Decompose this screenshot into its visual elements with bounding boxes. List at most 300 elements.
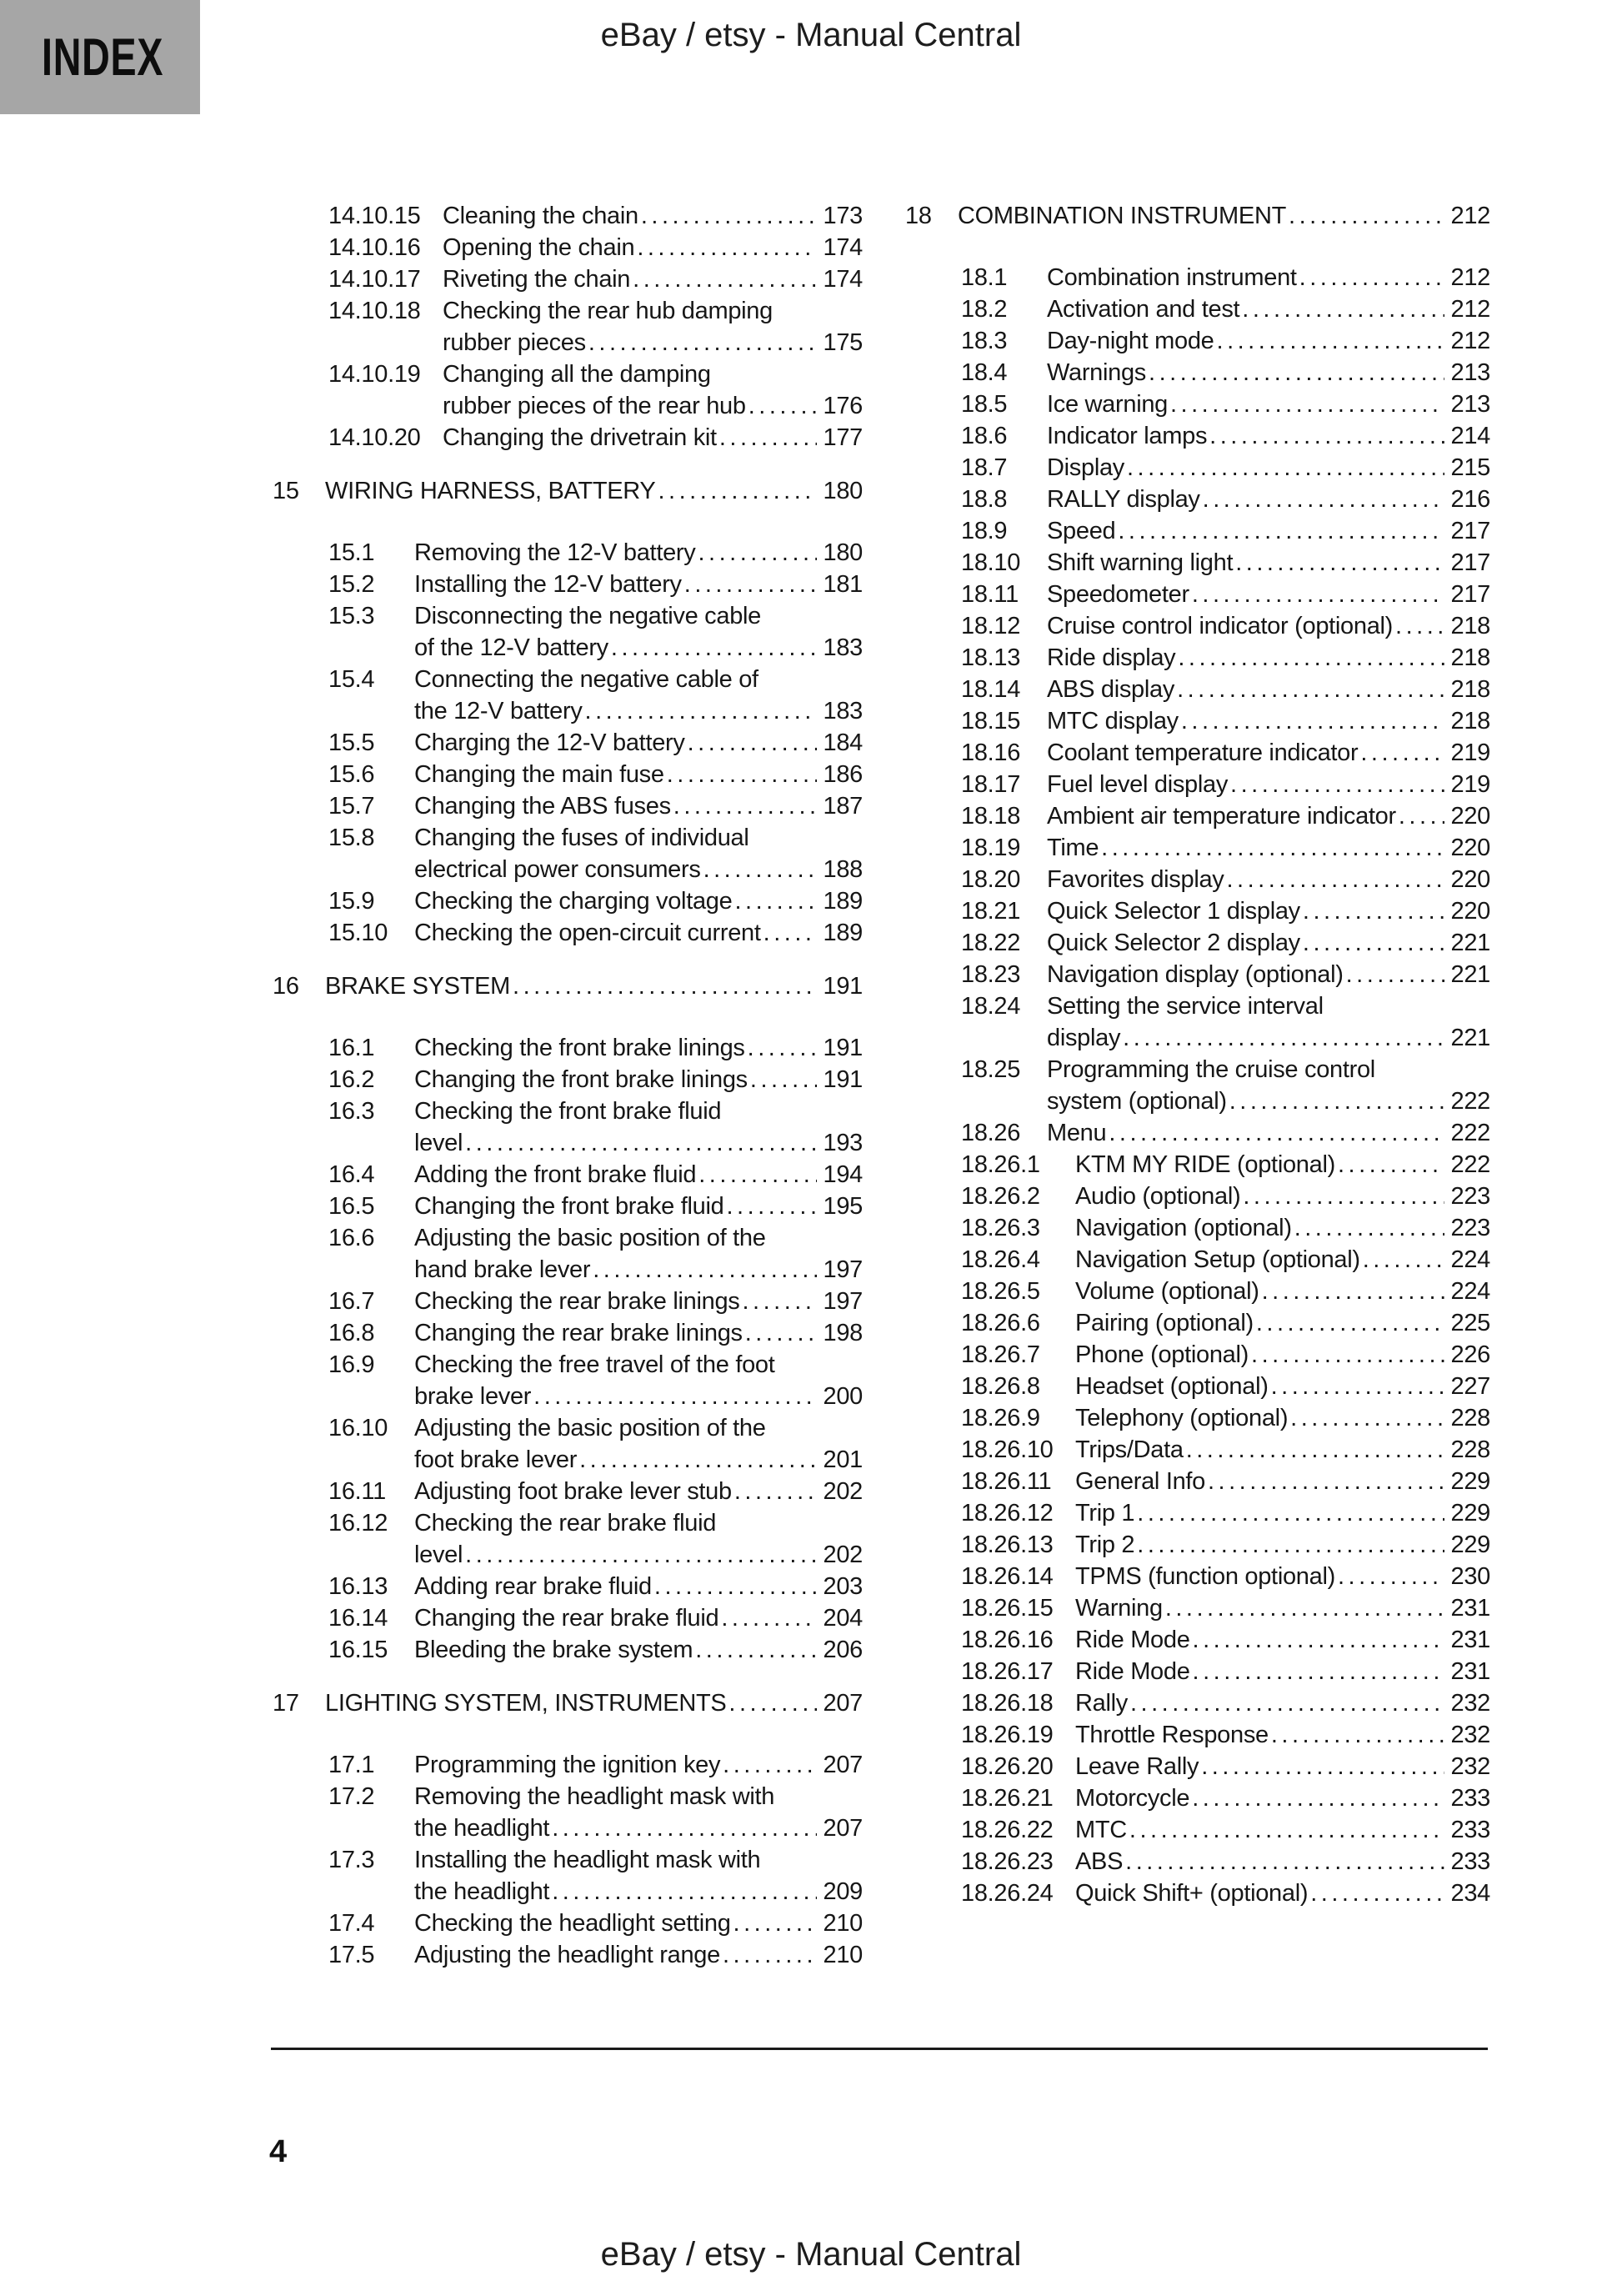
toc-entry-15.10 <box>273 917 863 949</box>
toc-entry-18.26.6 <box>905 1307 1490 1339</box>
toc-entry-last-line <box>443 200 863 232</box>
toc-entry-number: 15.2 <box>328 571 375 598</box>
toc-entry-content <box>1047 800 1490 832</box>
toc-entry-title: Leave Rally <box>1075 1753 1199 1780</box>
toc-entry-title: Adjusting foot brake lever stub <box>414 1478 732 1505</box>
leader-dots <box>1243 1181 1444 1212</box>
toc-entry-last-line <box>1047 674 1490 705</box>
toc-entry-content <box>414 1095 863 1159</box>
toc-entry-content <box>1047 832 1490 864</box>
toc-entry-page: 218 <box>1450 708 1490 734</box>
leader-dots <box>465 1539 816 1571</box>
toc-entry-number: 17.2 <box>328 1783 375 1810</box>
toc-entry-number: 18.26.24 <box>961 1880 1054 1907</box>
toc-entry-title: level <box>414 1542 463 1568</box>
toc-entry-title: Quick Shift+ (optional) <box>1075 1880 1309 1907</box>
toc-entry-number: 18.25 <box>961 1056 1021 1083</box>
toc-entry-content <box>1075 1846 1490 1877</box>
toc-entry-number: 15.8 <box>328 825 375 851</box>
toc-entry-title-line: Adjusting the basic position of the <box>414 1415 766 1441</box>
toc-entry-18.26.14 <box>905 1561 1490 1592</box>
toc-entry-15.3 <box>273 600 863 664</box>
toc-entry-last-line <box>1075 1149 1490 1181</box>
toc-entry-18.3 <box>905 325 1490 357</box>
toc-entry-last-line <box>414 537 863 569</box>
toc-entry-page: 213 <box>1450 359 1490 386</box>
toc-entry-page: 223 <box>1450 1215 1490 1241</box>
toc-entry-title: display <box>1047 1025 1121 1051</box>
toc-entry-page: 174 <box>823 234 863 261</box>
toc-entry-16.6 <box>273 1222 863 1286</box>
toc-entry-last-line <box>1075 1212 1490 1244</box>
toc-entry-last-line <box>414 1939 863 1971</box>
toc-entry-title: Shift warning light <box>1047 549 1234 576</box>
toc-entry-page: 232 <box>1450 1753 1490 1780</box>
toc-entry-page: 195 <box>823 1193 863 1220</box>
header-title: eBay / etsy - Manual Central <box>600 17 1022 53</box>
toc-entry-last-line <box>414 569 863 600</box>
toc-entry-18.26.2 <box>905 1181 1490 1212</box>
toc-entry-page: 216 <box>1450 486 1490 513</box>
toc-entry-last-line <box>958 200 1490 232</box>
toc-entry-content <box>1075 1181 1490 1212</box>
toc-entry-number: 18.23 <box>961 961 1021 988</box>
toc-entry-page: 232 <box>1450 1690 1490 1717</box>
toc-entry-title: Fuel level display <box>1047 771 1229 798</box>
toc-entry-16.9 <box>273 1349 863 1412</box>
leader-dots <box>1227 864 1444 895</box>
toc-entry-last-line <box>1075 1751 1490 1782</box>
toc-entry-last-line <box>414 1876 863 1907</box>
toc-entry-title: Changing the front brake linings <box>414 1066 748 1093</box>
toc-entry-page: 207 <box>823 1815 863 1842</box>
toc-entry-title: Quick Selector 1 display <box>1047 898 1300 925</box>
toc-entry-content <box>1075 1307 1490 1339</box>
toc-entry-page: 220 <box>1450 835 1490 861</box>
toc-entry-number: 18.7 <box>961 454 1008 481</box>
toc-entry-18.26.15 <box>905 1592 1490 1624</box>
toc-entry-content <box>1047 579 1490 610</box>
toc-entry-page: 220 <box>1450 866 1490 893</box>
toc-entry-16.8 <box>273 1317 863 1349</box>
toc-entry-title: Day-night mode <box>1047 328 1214 354</box>
toc-entry-number: 16.1 <box>328 1035 375 1061</box>
toc-entry-content <box>1047 325 1490 357</box>
leader-dots <box>1299 262 1444 293</box>
toc-entry-number: 16.15 <box>328 1637 388 1663</box>
toc-entry-content <box>443 358 863 422</box>
toc-entry-page: 183 <box>823 634 863 661</box>
toc-entry-content <box>1047 674 1490 705</box>
toc-entry-content <box>1047 484 1490 515</box>
toc-entry-number: 18.26.2 <box>961 1183 1040 1210</box>
toc-entry-title: Speed <box>1047 518 1116 544</box>
leader-dots <box>1193 1624 1444 1656</box>
toc-entry-18.26.10 <box>905 1434 1490 1466</box>
leader-dots <box>673 790 817 822</box>
toc-entry-last-line <box>414 917 863 949</box>
toc-entry-page: 204 <box>823 1605 863 1632</box>
toc-entry-number: 18 <box>905 203 932 229</box>
toc-entry-content <box>1075 1339 1490 1371</box>
toc-entry-number: 15.7 <box>328 793 375 820</box>
toc-entry-page: 217 <box>1450 518 1490 544</box>
leader-dots <box>1192 579 1444 610</box>
toc-entry-content <box>1075 1687 1490 1719</box>
toc-entry-last-line <box>1075 1181 1490 1212</box>
toc-entry-number: 18.20 <box>961 866 1021 893</box>
toc-entry-18.5 <box>905 389 1490 420</box>
leader-dots <box>552 1876 816 1907</box>
toc-entry-last-line <box>1047 927 1490 959</box>
leader-dots <box>1181 705 1444 737</box>
toc-entry-page: 226 <box>1450 1341 1490 1368</box>
toc-entry-page: 191 <box>823 1035 863 1061</box>
toc-entry-title-line: Checking the front brake fluid <box>414 1098 722 1125</box>
toc-entry-18.19 <box>905 832 1490 864</box>
toc-column-right <box>905 200 1490 1909</box>
toc-entry-content <box>1075 1149 1490 1181</box>
leader-dots <box>745 1317 817 1349</box>
toc-entry-content <box>1075 1656 1490 1687</box>
leader-dots <box>1217 325 1444 357</box>
toc-entry-content <box>1047 737 1490 769</box>
toc-entry-last-line <box>414 1634 863 1666</box>
toc-entry-number: 18.11 <box>961 581 1019 608</box>
toc-entry-title: Indicator lamps <box>1047 423 1208 449</box>
toc-entry-content <box>1075 1466 1490 1497</box>
toc-entry-title: Telephony (optional) <box>1075 1405 1289 1431</box>
leader-dots <box>1186 1434 1444 1466</box>
toc-entry-page: 212 <box>1450 264 1490 291</box>
toc-entry-title-line: Checking the rear hub damping <box>443 298 773 324</box>
toc-entry-content <box>1047 705 1490 737</box>
toc-entry-content <box>414 1317 863 1349</box>
toc-entry-page: 233 <box>1450 1848 1490 1875</box>
leader-dots <box>533 1381 816 1412</box>
toc-entry-title: BRAKE SYSTEM <box>325 973 511 1000</box>
toc-entry-page: 224 <box>1450 1246 1490 1273</box>
toc-entry-last-line <box>414 1571 863 1602</box>
leader-dots <box>748 390 817 422</box>
toc-entry-title: the headlight <box>414 1878 550 1905</box>
toc-entry-content <box>1075 1624 1490 1656</box>
toc-entry-title: Charging the 12-V battery <box>414 729 685 756</box>
toc-entry-content <box>1047 389 1490 420</box>
toc-entry-18.26 <box>905 1117 1490 1149</box>
toc-entry-title: COMBINATION INSTRUMENT <box>958 203 1287 229</box>
leader-dots <box>1101 832 1444 864</box>
toc-entry-16.3 <box>273 1095 863 1159</box>
toc-entry-page: 177 <box>823 424 863 451</box>
toc-entry-last-line <box>1047 262 1490 293</box>
toc-entry-last-line <box>1047 293 1490 325</box>
toc-entry-last-line <box>414 854 863 885</box>
toc-entry-content <box>1075 1751 1490 1782</box>
toc-entry-number: 14.10.16 <box>328 234 421 261</box>
toc-entry-content <box>1047 895 1490 927</box>
leader-dots <box>579 1444 816 1476</box>
toc-entry-16.14 <box>273 1602 863 1634</box>
toc-entry-page: 191 <box>823 1066 863 1093</box>
leader-dots <box>1170 389 1444 420</box>
toc-entry-content <box>414 822 863 885</box>
toc-entry-number: 18.26.5 <box>961 1278 1040 1305</box>
toc-entry-title: Checking the charging voltage <box>414 888 733 915</box>
toc-entry-page: 222 <box>1450 1088 1490 1115</box>
toc-entry-number: 15.1 <box>328 539 375 566</box>
leader-dots <box>721 1602 816 1634</box>
toc-entry-title: level <box>414 1130 463 1156</box>
toc-entry-content <box>443 263 863 295</box>
toc-entry-content <box>1047 864 1490 895</box>
toc-entry-page: 198 <box>823 1320 863 1346</box>
toc-entry-content <box>1075 1371 1490 1402</box>
toc-entry-content <box>414 600 863 664</box>
toc-entry-content <box>1075 1244 1490 1276</box>
toc-entry-16.4 <box>273 1159 863 1191</box>
toc-entry-number: 18.26.4 <box>961 1246 1040 1273</box>
toc-entry-content <box>1047 959 1490 990</box>
toc-entry-title: Headset (optional) <box>1075 1373 1269 1400</box>
toc-entry-last-line <box>1047 547 1490 579</box>
toc-entry-page: 228 <box>1450 1405 1490 1431</box>
toc-entry-content <box>1075 1212 1490 1244</box>
toc-entry-title: Favorites display <box>1047 866 1224 893</box>
toc-entry-page: 229 <box>1450 1468 1490 1495</box>
toc-entry-title: Phone (optional) <box>1075 1341 1249 1368</box>
toc-entry-number: 18.1 <box>961 264 1008 291</box>
toc-entry-title: Quick Selector 2 display <box>1047 930 1300 956</box>
toc-entry-title: Navigation display (optional) <box>1047 961 1344 988</box>
toc-entry-title: Changing the ABS fuses <box>414 793 671 820</box>
toc-entry-16.2 <box>273 1064 863 1095</box>
footer-title: eBay / etsy - Manual Central <box>600 2236 1022 2273</box>
toc-entry-last-line <box>414 1254 863 1286</box>
toc-entry-16.5 <box>273 1191 863 1222</box>
toc-entry-page: 233 <box>1450 1817 1490 1843</box>
toc-entry-page: 230 <box>1450 1563 1490 1590</box>
toc-entry-page: 200 <box>823 1383 863 1410</box>
toc-entry-15.7 <box>273 790 863 822</box>
leader-dots <box>1271 1719 1444 1751</box>
toc-entry-last-line <box>443 327 863 358</box>
leader-dots <box>1360 737 1444 769</box>
toc-entry-title: MTC <box>1075 1817 1127 1843</box>
toc-entry-title: Volume (optional) <box>1075 1278 1259 1305</box>
toc-entry-page: 197 <box>823 1256 863 1283</box>
toc-entry-last-line <box>1075 1307 1490 1339</box>
toc-entry-title: Checking the open-circuit current <box>414 920 761 946</box>
toc-entry-18.26.7 <box>905 1339 1490 1371</box>
toc-entry-18.18 <box>905 800 1490 832</box>
toc-entry-content <box>958 200 1490 232</box>
toc-entry-last-line <box>1047 959 1490 990</box>
toc-entry-content <box>1047 769 1490 800</box>
leader-dots <box>1303 895 1444 927</box>
toc-entry-number: 18.19 <box>961 835 1021 861</box>
toc-entry-page: 189 <box>823 920 863 946</box>
toc-entry-content <box>1075 1814 1490 1846</box>
toc-entry-content <box>1047 452 1490 484</box>
leader-dots <box>719 422 817 454</box>
toc-entry-last-line <box>1047 389 1490 420</box>
toc-entry-page: 183 <box>823 698 863 724</box>
toc-entry-17.3 <box>273 1844 863 1907</box>
toc-entry-last-line <box>414 1812 863 1844</box>
toc-entry-18.26.13 <box>905 1529 1490 1561</box>
toc-entry-content <box>1075 1434 1490 1466</box>
toc-entry-number: 16.10 <box>328 1415 388 1441</box>
toc-entry-18.16 <box>905 737 1490 769</box>
toc-entry-last-line <box>414 1127 863 1159</box>
toc-entry-last-line <box>1047 1085 1490 1117</box>
toc-entry-number: 16 <box>273 973 299 1000</box>
toc-entry-number: 18.6 <box>961 423 1008 449</box>
toc-entry-number: 18.26.11 <box>961 1468 1052 1495</box>
toc-entry-18.21 <box>905 895 1490 927</box>
toc-entry-last-line <box>443 232 863 263</box>
toc-entry-number: 16.11 <box>328 1478 386 1505</box>
toc-entry-content <box>414 1907 863 1939</box>
toc-entry-18.4 <box>905 357 1490 389</box>
toc-entry-content <box>1047 357 1490 389</box>
toc-entry-last-line <box>443 422 863 454</box>
leader-dots <box>1290 1402 1444 1434</box>
leader-dots <box>1109 1117 1444 1149</box>
toc-entry-title-line: Checking the free travel of the foot <box>414 1351 775 1378</box>
toc-entry-14.10.17 <box>273 263 863 295</box>
toc-entry-title-line: Checking the rear brake fluid <box>414 1510 717 1537</box>
toc-entry-content <box>1075 1719 1490 1751</box>
toc-entry-number: 14.10.18 <box>328 298 421 324</box>
toc-entry-content <box>414 1634 863 1666</box>
toc-entry-title: Ride display <box>1047 644 1176 671</box>
toc-entry-number: 18.3 <box>961 328 1008 354</box>
toc-entry-title: Cruise control indicator (optional) <box>1047 613 1394 639</box>
leader-dots <box>726 1191 816 1222</box>
toc-entry-title: Pairing (optional) <box>1075 1310 1254 1336</box>
toc-entry-15.2 <box>273 569 863 600</box>
toc-entry-number: 16.8 <box>328 1320 375 1346</box>
toc-chapter-17 <box>273 1687 863 1719</box>
toc-entry-18.11 <box>905 579 1490 610</box>
toc-entry-page: 173 <box>823 203 863 229</box>
toc-entry-content <box>1075 1276 1490 1307</box>
toc-entry-title: Trip 2 <box>1075 1532 1135 1558</box>
toc-entry-15.5 <box>273 727 863 759</box>
toc-entry-title: TPMS (function optional) <box>1075 1563 1335 1590</box>
toc-entry-title-line: Removing the headlight mask with <box>414 1783 775 1810</box>
toc-entry-last-line <box>414 790 863 822</box>
toc-entry-15.4 <box>273 664 863 727</box>
toc-entry-last-line <box>1047 357 1490 389</box>
toc-entry-page: 209 <box>823 1878 863 1905</box>
toc-entry-number: 18.4 <box>961 359 1008 386</box>
toc-entry-18.26.8 <box>905 1371 1490 1402</box>
toc-entry-title-line: Setting the service interval <box>1047 993 1324 1020</box>
toc-entry-15.6 <box>273 759 863 790</box>
toc-entry-title-line: Changing all the damping <box>443 361 711 388</box>
toc-entry-page: 197 <box>823 1288 863 1315</box>
toc-entry-page: 181 <box>823 571 863 598</box>
toc-entry-number: 18.24 <box>961 993 1021 1020</box>
toc-entry-title: Changing the rear brake linings <box>414 1320 743 1346</box>
toc-entry-page: 180 <box>823 478 863 504</box>
toc-entry-content <box>414 1602 863 1634</box>
toc-entry-title: LIGHTING SYSTEM, INSTRUMENTS <box>325 1690 727 1717</box>
toc-entry-last-line <box>1075 1339 1490 1371</box>
toc-entry-18.26.9 <box>905 1402 1490 1434</box>
toc-entry-page: 218 <box>1450 676 1490 703</box>
toc-entry-content <box>325 970 863 1002</box>
index-label: INDEX <box>42 28 164 87</box>
toc-entry-16.13 <box>273 1571 863 1602</box>
toc-entry-page: 187 <box>823 793 863 820</box>
toc-entry-number: 17 <box>273 1690 299 1717</box>
toc-entry-page: 175 <box>823 329 863 356</box>
toc-entry-page: 210 <box>823 1942 863 1968</box>
toc-entry-number: 18.26.3 <box>961 1215 1040 1241</box>
toc-entry-18.1 <box>905 262 1490 293</box>
toc-entry-title: Menu <box>1047 1120 1107 1146</box>
toc-entry-content <box>1047 927 1490 959</box>
toc-entry-title: Opening the chain <box>443 234 635 261</box>
leader-dots <box>1229 1085 1444 1117</box>
toc-entry-last-line <box>443 263 863 295</box>
toc-entry-page: 193 <box>823 1130 863 1156</box>
toc-entry-18.10 <box>905 547 1490 579</box>
toc-entry-last-line <box>1047 1117 1490 1149</box>
toc-entry-number: 16.4 <box>328 1161 375 1188</box>
toc-entry-page: 212 <box>1450 328 1490 354</box>
leader-dots <box>585 695 817 727</box>
toc-entry-number: 18.26.14 <box>961 1563 1054 1590</box>
leader-dots <box>723 1939 817 1971</box>
toc-entry-last-line <box>1075 1529 1490 1561</box>
toc-entry-number: 18.26.16 <box>961 1627 1054 1653</box>
toc-entry-number: 15.6 <box>328 761 375 788</box>
toc-entry-content <box>414 1412 863 1476</box>
toc-entry-title-line: Adjusting the basic position of the <box>414 1225 766 1251</box>
toc-entry-page: 225 <box>1450 1310 1490 1336</box>
toc-entry-18.25 <box>905 1054 1490 1117</box>
toc-entry-page: 206 <box>823 1637 863 1663</box>
toc-entry-number: 14.10.20 <box>328 424 421 451</box>
leader-dots <box>1149 357 1444 389</box>
toc-entry-title-line: Programming the cruise control <box>1047 1056 1375 1083</box>
toc-entry-16.7 <box>273 1286 863 1317</box>
toc-entry-number: 14.10.15 <box>328 203 421 229</box>
toc-entry-last-line <box>414 759 863 790</box>
toc-entry-title: ABS display <box>1047 676 1175 703</box>
toc-entry-number: 18.22 <box>961 930 1021 956</box>
toc-entry-number: 18.26.18 <box>961 1690 1054 1717</box>
toc-entry-number: 15.3 <box>328 603 375 629</box>
toc-entry-content <box>414 1286 863 1317</box>
toc-entry-title: Adding rear brake fluid <box>414 1573 652 1600</box>
toc-entry-number: 18.26.19 <box>961 1722 1054 1748</box>
toc-entry-14.10.16 <box>273 232 863 263</box>
toc-entry-18.20 <box>905 864 1490 895</box>
toc-entry-content <box>414 664 863 727</box>
toc-entry-title: rubber pieces <box>443 329 586 356</box>
leader-dots <box>658 475 816 507</box>
leader-dots <box>750 1064 817 1095</box>
toc-entry-title: Changing the front brake fluid <box>414 1193 724 1220</box>
toc-entry-last-line <box>414 727 863 759</box>
toc-entry-number: 16.2 <box>328 1066 375 1093</box>
